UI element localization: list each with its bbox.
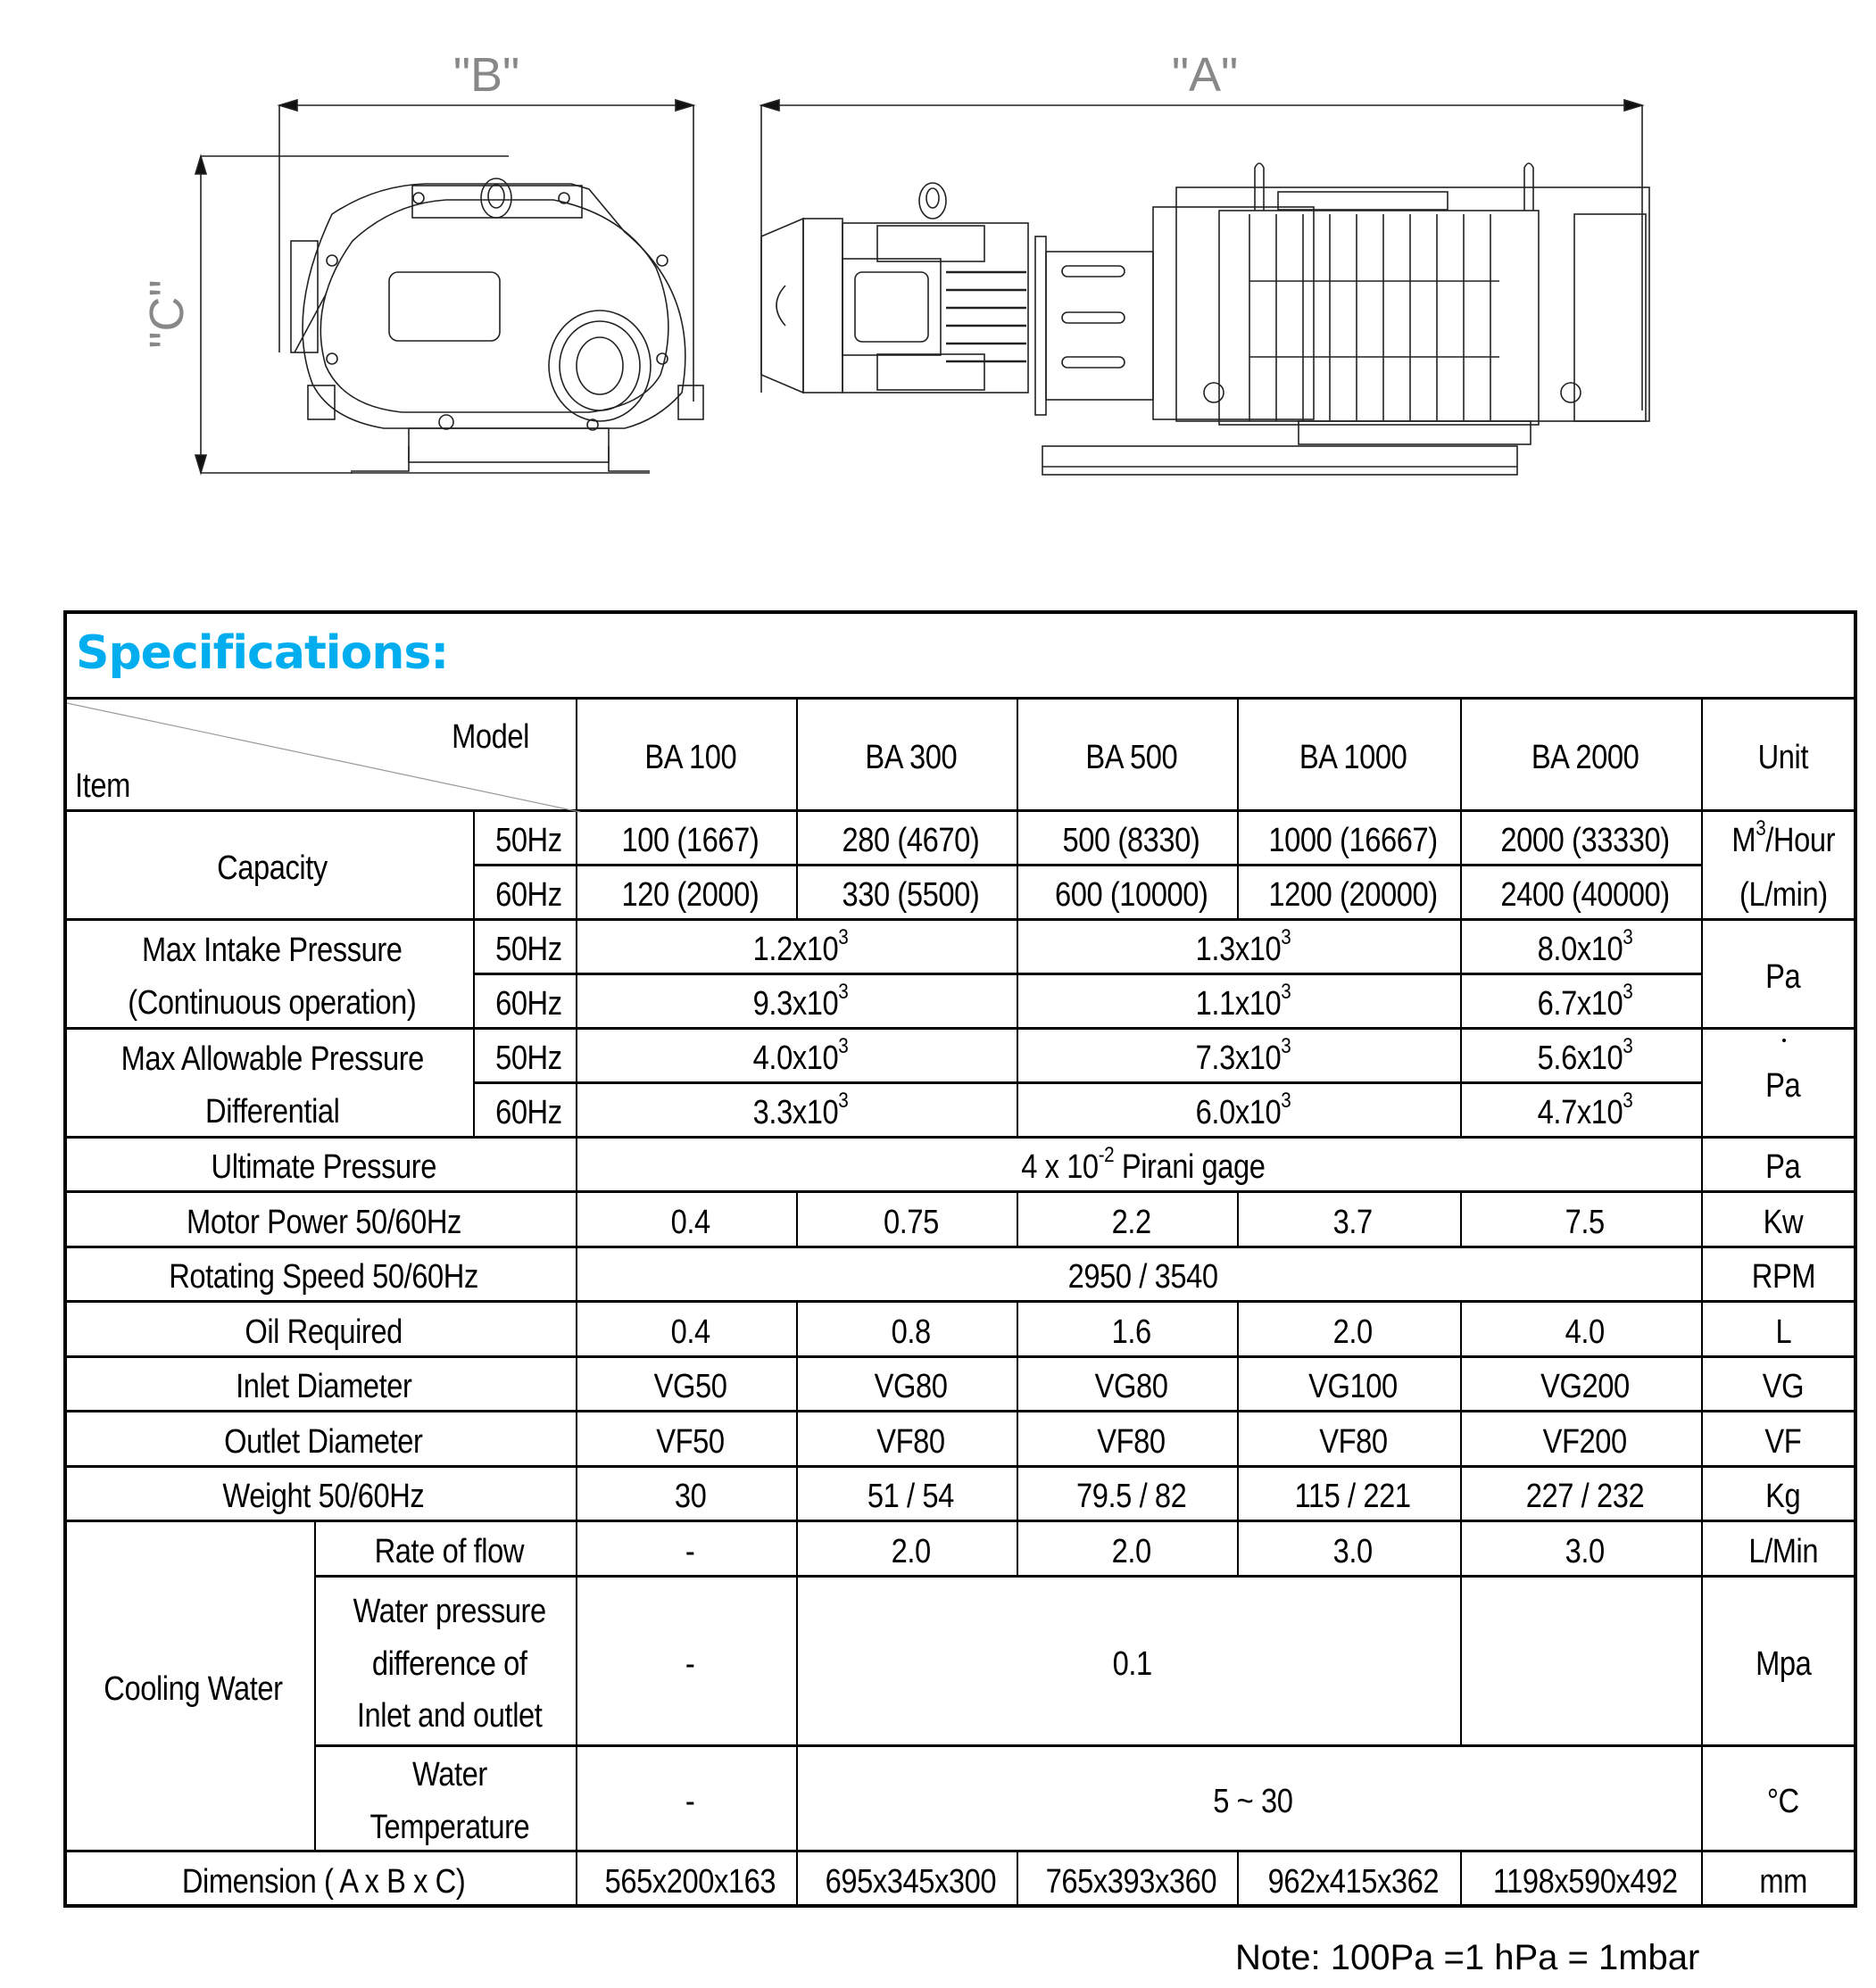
rate-of-flow-value: 3.0 (1565, 1532, 1606, 1570)
outlet-diameter-value: VF80 (1318, 1422, 1388, 1461)
motor-power-label: Motor Power 50/60Hz (186, 1203, 461, 1241)
header-item-label: Item (75, 766, 130, 805)
max-intake-unit: Pa (1765, 957, 1801, 996)
max-intake-hz60-value: $9.3x10^3$ (752, 980, 849, 1023)
ultimate-pressure-value: 4 x $10^{-2}$ Pirani gage (1020, 1143, 1266, 1187)
rotating-speed-label: Rotating Speed 50/60Hz (169, 1258, 478, 1296)
capacity-60hz-value: 1200 (20000) (1268, 876, 1438, 915)
rotating-speed-value: 2950 / 3540 (1067, 1258, 1218, 1296)
motor-power-value: 0.75 (883, 1203, 939, 1241)
motor-power-value: 2.2 (1111, 1203, 1151, 1241)
unit-stray-dot (1782, 1039, 1786, 1042)
inlet-diameter-value: VG200 (1540, 1368, 1630, 1406)
max-allowable-hz60-value: $3.3x10^3$ (752, 1089, 849, 1132)
oil-required-unit: L (1775, 1313, 1791, 1351)
oil-required-value: 0.8 (891, 1313, 931, 1351)
row-divider (63, 697, 1857, 700)
motor-power-unit: Kw (1763, 1203, 1804, 1241)
dimension-c (140, 156, 509, 473)
capacity-60hz-label: 60Hz (495, 876, 562, 915)
weight-label: Weight 50/60Hz (222, 1478, 425, 1516)
max-allowable-unit: Pa (1765, 1066, 1801, 1105)
dimension-b-label: "B" (452, 48, 520, 102)
water-pressure-difference-ba100: - (685, 1644, 695, 1683)
max-allowable-label: Max Allowable Pressure Differential (120, 1040, 424, 1131)
capacity-60hz-value: 600 (10000) (1054, 876, 1208, 915)
unit-conversion-note: Note: 100Pa =1 hPa = 1mbar (1235, 1938, 1700, 1977)
max-allowable-hz60-value: $4.7x10^3$ (1537, 1089, 1633, 1132)
header-model-1: BA 300 (865, 738, 957, 776)
pump-front-view (291, 178, 703, 473)
capacity-unit-line2: (L/min) (1739, 876, 1828, 915)
specifications-title: Specifications: (76, 626, 449, 680)
ultimate-pressure-unit: Pa (1765, 1148, 1801, 1187)
max-intake-hz60-value: $1.1x10^3$ (1195, 980, 1291, 1023)
outlet-diameter-value: VF80 (1097, 1422, 1166, 1461)
header-model-4: BA 2000 (1531, 738, 1639, 776)
dimension-value: 695x345x300 (825, 1862, 997, 1901)
capacity-50hz-value: 2000 (33330) (1500, 822, 1670, 860)
oil-required-label: Oil Required (245, 1313, 403, 1351)
max-allowable-50hz-label: 50Hz (495, 1040, 562, 1078)
dimension-a (761, 48, 1642, 410)
max-intake-hz50-value: $1.2x10^3$ (752, 925, 849, 969)
water-temperature-label: Water Temperature (369, 1756, 529, 1846)
water-pressure-difference-ba2000 (1465, 1579, 1706, 1749)
outlet-diameter-value: VF50 (656, 1422, 725, 1461)
motor-power-value: 0.4 (670, 1203, 710, 1241)
water-temperature-value: 5 ~ 30 (1213, 1782, 1293, 1820)
outlet-diameter-unit: VF (1764, 1422, 1802, 1461)
inlet-diameter-label: Inlet Diameter (235, 1368, 412, 1406)
inlet-diameter-value: VG80 (1094, 1368, 1168, 1406)
max-allowable-hz60-value: $6.0x10^3$ (1195, 1089, 1291, 1132)
water-pressure-difference-label: Water pressure difference of Inlet and outlet (353, 1592, 546, 1735)
outlet-diameter-value: VF200 (1542, 1422, 1628, 1461)
max-allowable-hz50-value: $7.3x10^3$ (1195, 1034, 1291, 1078)
weight-unit: Kg (1765, 1478, 1801, 1516)
inlet-diameter-value: VG80 (874, 1368, 948, 1406)
header-model-2: BA 500 (1085, 738, 1177, 776)
header-model-0: BA 100 (644, 738, 736, 776)
rate-of-flow-value: 2.0 (891, 1532, 931, 1570)
rate-of-flow-label: Rate of flow (374, 1532, 525, 1570)
capacity-50hz-label: 50Hz (495, 822, 562, 860)
water-pressure-difference-value: 0.1 (1112, 1644, 1153, 1683)
pump-technical-drawing (0, 0, 1876, 571)
weight-value: 227 / 232 (1525, 1478, 1645, 1516)
cooling-water-label: Cooling Water (103, 1669, 283, 1708)
dimension-a-label: "A" (1171, 48, 1239, 102)
capacity-50hz-value: 100 (1667) (621, 822, 760, 860)
max-allowable-hz50-value: $4.0x10^3$ (752, 1034, 849, 1078)
oil-required-value: 1.6 (1111, 1313, 1151, 1351)
rotating-speed-unit: RPM (1751, 1258, 1815, 1296)
inlet-diameter-value: VG100 (1308, 1368, 1398, 1406)
dimension-b (279, 48, 693, 402)
capacity-label: Capacity (217, 849, 328, 887)
ultimate-pressure-label: Ultimate Pressure (211, 1148, 436, 1187)
capacity-60hz-value: 330 (5500) (842, 876, 980, 915)
outlet-diameter-value: VF80 (876, 1422, 945, 1461)
water-temperature-unit: °C (1767, 1782, 1799, 1820)
header-model-label: Model (452, 717, 529, 756)
rate-of-flow-value: 2.0 (1111, 1532, 1151, 1570)
dimension-label: Dimension ( A x B x C) (181, 1862, 466, 1901)
max-intake-hz50-value: $8.0x10^3$ (1537, 925, 1633, 969)
dimension-value: 565x200x163 (604, 1862, 776, 1901)
water-pressure-difference-unit: Mpa (1755, 1644, 1812, 1683)
weight-value: 115 / 221 (1295, 1478, 1411, 1516)
capacity-50hz-value: 1000 (16667) (1268, 822, 1438, 860)
oil-required-value: 4.0 (1565, 1313, 1606, 1351)
dimension-unit: mm (1759, 1862, 1807, 1901)
max-intake-50hz-label: 50Hz (495, 931, 562, 969)
header-unit: Unit (1757, 738, 1809, 776)
max-intake-hz60-value: $6.7x10^3$ (1537, 980, 1633, 1023)
capacity-50hz-value: 280 (4670) (842, 822, 980, 860)
max-intake-label: Max Intake Pressure (Continuous operation) (128, 932, 417, 1022)
rate-of-flow-unit: L/Min (1748, 1532, 1818, 1570)
motor-power-value: 7.5 (1565, 1203, 1606, 1241)
dimension-c-label: "C" (140, 279, 194, 349)
rate-of-flow-value: 3.0 (1332, 1532, 1374, 1570)
max-intake-60hz-label: 60Hz (495, 985, 562, 1023)
oil-required-value: 0.4 (670, 1313, 710, 1351)
water-temperature-ba100: - (685, 1782, 695, 1820)
rate-of-flow-value: - (685, 1532, 695, 1570)
capacity-unit-line1: $M^3$/Hour (1731, 816, 1835, 860)
motor-power-value: 3.7 (1332, 1203, 1374, 1241)
specifications-table (63, 610, 1857, 1908)
weight-value: 30 (674, 1478, 707, 1516)
outlet-diameter-label: Outlet Diameter (224, 1422, 423, 1461)
dimension-value: 765x393x360 (1045, 1862, 1217, 1901)
inlet-diameter-unit: VG (1762, 1368, 1805, 1406)
max-allowable-hz50-value: $5.6x10^3$ (1537, 1034, 1633, 1078)
max-allowable-60hz-label: 60Hz (495, 1094, 562, 1132)
inlet-diameter-value: VG50 (653, 1368, 727, 1406)
max-intake-hz50-value: $1.3x10^3$ (1195, 925, 1291, 969)
dimension-value: 962x415x362 (1267, 1862, 1439, 1901)
capacity-60hz-value: 120 (2000) (621, 876, 760, 915)
capacity-60hz-value: 2400 (40000) (1500, 876, 1670, 915)
weight-value: 79.5 / 82 (1075, 1478, 1187, 1516)
capacity-50hz-value: 500 (8330) (1062, 822, 1200, 860)
oil-required-value: 2.0 (1332, 1313, 1374, 1351)
dimension-value: 1198x590x492 (1492, 1862, 1678, 1901)
weight-value: 51 / 54 (867, 1478, 954, 1516)
pump-side-view (761, 163, 1649, 475)
header-model-3: BA 1000 (1299, 738, 1407, 776)
